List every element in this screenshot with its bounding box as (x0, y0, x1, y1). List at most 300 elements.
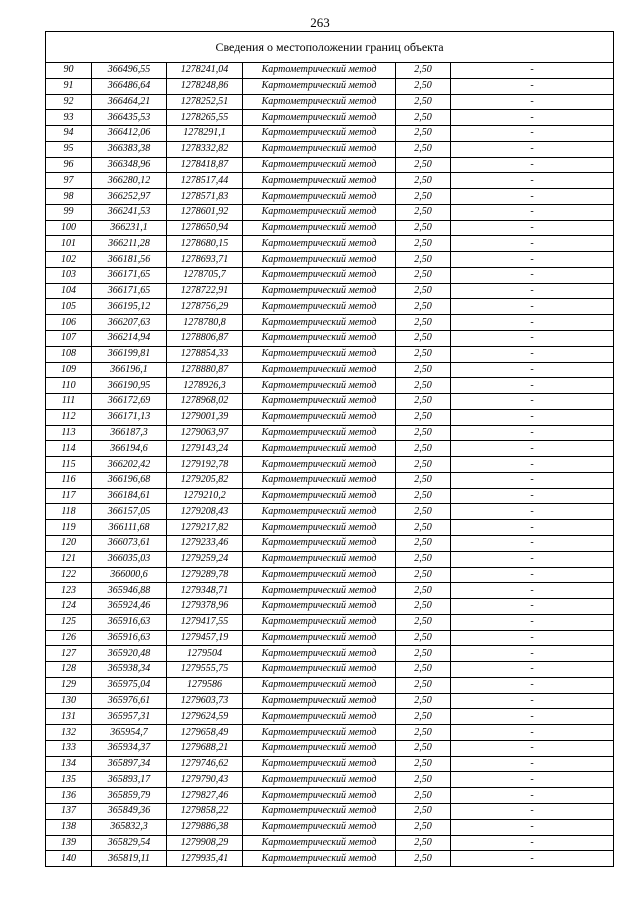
table-row (46, 756, 614, 772)
table-row (46, 551, 614, 567)
description-cell: - (451, 457, 614, 473)
point-number-cell: 103 (46, 267, 92, 283)
method-cell: Картометрический метод (243, 851, 396, 867)
x-coordinate-cell: 366252,97 (92, 189, 167, 205)
x-coordinate-cell: 366195,12 (92, 299, 167, 315)
table-row (46, 94, 614, 110)
table-row (46, 394, 614, 410)
accuracy-cell: 2,50 (396, 535, 451, 551)
method-cell: Картометрический метод (243, 189, 396, 205)
x-coordinate-cell: 366199,81 (92, 346, 167, 362)
x-coordinate-cell: 366241,53 (92, 204, 167, 220)
point-number-cell: 114 (46, 441, 92, 457)
y-coordinate-cell: 1279063,97 (167, 425, 243, 441)
accuracy-cell: 2,50 (396, 567, 451, 583)
accuracy-cell: 2,50 (396, 504, 451, 520)
accuracy-cell: 2,50 (396, 788, 451, 804)
method-cell: Картометрический метод (243, 630, 396, 646)
y-coordinate-cell: 1279688,21 (167, 740, 243, 756)
table-row (46, 299, 614, 315)
y-coordinate-cell: 1279289,78 (167, 567, 243, 583)
accuracy-cell: 2,50 (396, 803, 451, 819)
table-row (46, 851, 614, 867)
x-coordinate-cell: 366435,53 (92, 110, 167, 126)
accuracy-cell: 2,50 (396, 378, 451, 394)
point-number-cell: 90 (46, 63, 92, 79)
description-cell: - (451, 662, 614, 678)
description-cell: - (451, 504, 614, 520)
method-cell: Картометрический метод (243, 78, 396, 94)
accuracy-cell: 2,50 (396, 252, 451, 268)
table-row (46, 677, 614, 693)
y-coordinate-cell: 1278756,29 (167, 299, 243, 315)
boundary-table (45, 31, 614, 867)
description-cell: - (451, 236, 614, 252)
table-row (46, 520, 614, 536)
table-row (46, 346, 614, 362)
point-number-cell: 91 (46, 78, 92, 94)
y-coordinate-cell: 1278968,02 (167, 394, 243, 410)
page-number: 263 (310, 15, 330, 30)
table-row (46, 693, 614, 709)
x-coordinate-cell: 366184,61 (92, 488, 167, 504)
method-cell: Картометрический метод (243, 110, 396, 126)
table-row (46, 110, 614, 126)
x-coordinate-cell: 366172,69 (92, 394, 167, 410)
point-number-cell: 102 (46, 252, 92, 268)
description-cell: - (451, 346, 614, 362)
table-row (46, 819, 614, 835)
description-cell: - (451, 583, 614, 599)
point-number-cell: 92 (46, 94, 92, 110)
table-row (46, 331, 614, 347)
x-coordinate-cell: 365954,7 (92, 725, 167, 741)
description-cell: - (451, 331, 614, 347)
point-number-cell: 137 (46, 803, 92, 819)
table-row (46, 220, 614, 236)
y-coordinate-cell: 1279378,96 (167, 599, 243, 615)
y-coordinate-cell: 1278780,8 (167, 315, 243, 331)
table-row (46, 157, 614, 173)
x-coordinate-cell: 366231,1 (92, 220, 167, 236)
x-coordinate-cell: 366412,06 (92, 126, 167, 142)
accuracy-cell: 2,50 (396, 756, 451, 772)
table-row (46, 378, 614, 394)
method-cell: Картометрический метод (243, 157, 396, 173)
method-cell: Картометрический метод (243, 677, 396, 693)
accuracy-cell: 2,50 (396, 141, 451, 157)
method-cell: Картометрический метод (243, 126, 396, 142)
accuracy-cell: 2,50 (396, 551, 451, 567)
accuracy-cell: 2,50 (396, 520, 451, 536)
accuracy-cell: 2,50 (396, 693, 451, 709)
x-coordinate-cell: 366214,94 (92, 331, 167, 347)
accuracy-cell: 2,50 (396, 851, 451, 867)
method-cell: Картометрический метод (243, 331, 396, 347)
point-number-cell: 95 (46, 141, 92, 157)
accuracy-cell: 2,50 (396, 677, 451, 693)
accuracy-cell: 2,50 (396, 63, 451, 79)
y-coordinate-cell: 1279192,78 (167, 457, 243, 473)
description-cell: - (451, 189, 614, 205)
description-cell: - (451, 630, 614, 646)
accuracy-cell: 2,50 (396, 614, 451, 630)
accuracy-cell: 2,50 (396, 441, 451, 457)
description-cell: - (451, 646, 614, 662)
table-row (46, 488, 614, 504)
method-cell: Картометрический метод (243, 441, 396, 457)
description-cell: - (451, 157, 614, 173)
accuracy-cell: 2,50 (396, 299, 451, 315)
y-coordinate-cell: 1279586 (167, 677, 243, 693)
method-cell: Картометрический метод (243, 488, 396, 504)
method-cell: Картометрический метод (243, 772, 396, 788)
accuracy-cell: 2,50 (396, 472, 451, 488)
description-cell: - (451, 141, 614, 157)
accuracy-cell: 2,50 (396, 740, 451, 756)
method-cell: Картометрический метод (243, 283, 396, 299)
y-coordinate-cell: 1278650,94 (167, 220, 243, 236)
method-cell: Картометрический метод (243, 740, 396, 756)
method-cell: Картометрический метод (243, 599, 396, 615)
x-coordinate-cell: 365920,48 (92, 646, 167, 662)
y-coordinate-cell: 1278332,82 (167, 141, 243, 157)
description-cell: - (451, 78, 614, 94)
table-row (46, 173, 614, 189)
point-number-cell: 120 (46, 535, 92, 551)
table-row (46, 252, 614, 268)
table-row (46, 409, 614, 425)
method-cell: Картометрический метод (243, 141, 396, 157)
y-coordinate-cell: 1279603,73 (167, 693, 243, 709)
y-coordinate-cell: 1279208,43 (167, 504, 243, 520)
accuracy-cell: 2,50 (396, 662, 451, 678)
method-cell: Картометрический метод (243, 551, 396, 567)
y-coordinate-cell: 1279217,82 (167, 520, 243, 536)
x-coordinate-cell: 366171,65 (92, 267, 167, 283)
y-coordinate-cell: 1279858,22 (167, 803, 243, 819)
table-row (46, 457, 614, 473)
x-coordinate-cell: 365849,36 (92, 803, 167, 819)
table-row (46, 315, 614, 331)
method-cell: Картометрический метод (243, 394, 396, 410)
description-cell: - (451, 378, 614, 394)
x-coordinate-cell: 366464,21 (92, 94, 167, 110)
accuracy-cell: 2,50 (396, 78, 451, 94)
table-row (46, 141, 614, 157)
description-cell: - (451, 520, 614, 536)
x-coordinate-cell: 366348,96 (92, 157, 167, 173)
table-row (46, 740, 614, 756)
description-cell: - (451, 220, 614, 236)
point-number-cell: 99 (46, 204, 92, 220)
table-row (46, 614, 614, 630)
description-cell: - (451, 252, 614, 268)
point-number-cell: 132 (46, 725, 92, 741)
method-cell: Картометрический метод (243, 646, 396, 662)
method-cell: Картометрический метод (243, 756, 396, 772)
point-number-cell: 127 (46, 646, 92, 662)
x-coordinate-cell: 366157,05 (92, 504, 167, 520)
accuracy-cell: 2,50 (396, 425, 451, 441)
y-coordinate-cell: 1278291,1 (167, 126, 243, 142)
x-coordinate-cell: 366171,65 (92, 283, 167, 299)
x-coordinate-cell: 365975,04 (92, 677, 167, 693)
y-coordinate-cell: 1278680,15 (167, 236, 243, 252)
point-number-cell: 125 (46, 614, 92, 630)
method-cell: Картометрический метод (243, 63, 396, 79)
x-coordinate-cell: 366111,68 (92, 520, 167, 536)
y-coordinate-cell: 1278693,71 (167, 252, 243, 268)
y-coordinate-cell: 1279886,38 (167, 819, 243, 835)
point-number-cell: 119 (46, 520, 92, 536)
table-row (46, 725, 614, 741)
table-body (46, 32, 614, 867)
x-coordinate-cell: 366207,63 (92, 315, 167, 331)
description-cell: - (451, 173, 614, 189)
point-number-cell: 117 (46, 488, 92, 504)
x-coordinate-cell: 366187,3 (92, 425, 167, 441)
accuracy-cell: 2,50 (396, 488, 451, 504)
table-row (46, 267, 614, 283)
description-cell: - (451, 204, 614, 220)
x-coordinate-cell: 365819,11 (92, 851, 167, 867)
accuracy-cell: 2,50 (396, 346, 451, 362)
table-row (46, 772, 614, 788)
y-coordinate-cell: 1279935,41 (167, 851, 243, 867)
point-number-cell: 105 (46, 299, 92, 315)
table-row (46, 283, 614, 299)
accuracy-cell: 2,50 (396, 267, 451, 283)
table-row (46, 362, 614, 378)
y-coordinate-cell: 1278705,7 (167, 267, 243, 283)
point-number-cell: 123 (46, 583, 92, 599)
method-cell: Картометрический метод (243, 567, 396, 583)
x-coordinate-cell: 366073,61 (92, 535, 167, 551)
y-coordinate-cell: 1278880,87 (167, 362, 243, 378)
x-coordinate-cell: 365934,37 (92, 740, 167, 756)
x-coordinate-cell: 365916,63 (92, 614, 167, 630)
accuracy-cell: 2,50 (396, 725, 451, 741)
description-cell: - (451, 394, 614, 410)
description-cell: - (451, 740, 614, 756)
table-row (46, 504, 614, 520)
description-cell: - (451, 63, 614, 79)
accuracy-cell: 2,50 (396, 409, 451, 425)
description-cell: - (451, 315, 614, 331)
description-cell: - (451, 819, 614, 835)
x-coordinate-cell: 366486,64 (92, 78, 167, 94)
y-coordinate-cell: 1278854,33 (167, 346, 243, 362)
accuracy-cell: 2,50 (396, 110, 451, 126)
x-coordinate-cell: 366190,95 (92, 378, 167, 394)
method-cell: Картометрический метод (243, 220, 396, 236)
point-number-cell: 109 (46, 362, 92, 378)
point-number-cell: 100 (46, 220, 92, 236)
method-cell: Картометрический метод (243, 472, 396, 488)
point-number-cell: 96 (46, 157, 92, 173)
x-coordinate-cell: 365924,46 (92, 599, 167, 615)
table-row (46, 63, 614, 79)
accuracy-cell: 2,50 (396, 331, 451, 347)
accuracy-cell: 2,50 (396, 94, 451, 110)
table-row (46, 646, 614, 662)
accuracy-cell: 2,50 (396, 189, 451, 205)
method-cell: Картометрический метод (243, 520, 396, 536)
method-cell: Картометрический метод (243, 662, 396, 678)
x-coordinate-cell: 366194,6 (92, 441, 167, 457)
method-cell: Картометрический метод (243, 236, 396, 252)
table-row (46, 441, 614, 457)
y-coordinate-cell: 1279001,39 (167, 409, 243, 425)
description-cell: - (451, 551, 614, 567)
accuracy-cell: 2,50 (396, 599, 451, 615)
description-cell: - (451, 756, 614, 772)
point-number-cell: 138 (46, 819, 92, 835)
method-cell: Картометрический метод (243, 425, 396, 441)
accuracy-cell: 2,50 (396, 457, 451, 473)
x-coordinate-cell: 365938,34 (92, 662, 167, 678)
y-coordinate-cell: 1278571,83 (167, 189, 243, 205)
point-number-cell: 111 (46, 394, 92, 410)
x-coordinate-cell: 366202,42 (92, 457, 167, 473)
method-cell: Картометрический метод (243, 267, 396, 283)
description-cell: - (451, 472, 614, 488)
accuracy-cell: 2,50 (396, 630, 451, 646)
accuracy-cell: 2,50 (396, 835, 451, 851)
method-cell: Картометрический метод (243, 835, 396, 851)
accuracy-cell: 2,50 (396, 204, 451, 220)
x-coordinate-cell: 365893,17 (92, 772, 167, 788)
x-coordinate-cell: 366181,56 (92, 252, 167, 268)
point-number-cell: 129 (46, 677, 92, 693)
y-coordinate-cell: 1279790,43 (167, 772, 243, 788)
method-cell: Картометрический метод (243, 819, 396, 835)
y-coordinate-cell: 1278601,92 (167, 204, 243, 220)
x-coordinate-cell: 366196,68 (92, 472, 167, 488)
description-cell: - (451, 267, 614, 283)
accuracy-cell: 2,50 (396, 315, 451, 331)
method-cell: Картометрический метод (243, 409, 396, 425)
y-coordinate-cell: 1279259,24 (167, 551, 243, 567)
point-number-cell: 110 (46, 378, 92, 394)
point-number-cell: 139 (46, 835, 92, 851)
accuracy-cell: 2,50 (396, 236, 451, 252)
description-cell: - (451, 567, 614, 583)
description-cell: - (451, 110, 614, 126)
accuracy-cell: 2,50 (396, 772, 451, 788)
table-row (46, 425, 614, 441)
table-row (46, 583, 614, 599)
point-number-cell: 136 (46, 788, 92, 804)
x-coordinate-cell: 366035,03 (92, 551, 167, 567)
table-row (46, 788, 614, 804)
y-coordinate-cell: 1279624,59 (167, 709, 243, 725)
description-cell: - (451, 803, 614, 819)
table-title-row (46, 32, 614, 63)
y-coordinate-cell: 1278252,51 (167, 94, 243, 110)
point-number-cell: 118 (46, 504, 92, 520)
table-row (46, 630, 614, 646)
x-coordinate-cell: 365976,61 (92, 693, 167, 709)
description-cell: - (451, 362, 614, 378)
description-cell: - (451, 299, 614, 315)
table-row (46, 535, 614, 551)
method-cell: Картометрический метод (243, 346, 396, 362)
point-number-cell: 133 (46, 740, 92, 756)
x-coordinate-cell: 365832,3 (92, 819, 167, 835)
table-title: Сведения о местоположении границ объекта (46, 32, 614, 63)
method-cell: Картометрический метод (243, 693, 396, 709)
y-coordinate-cell: 1279417,55 (167, 614, 243, 630)
x-coordinate-cell: 365946,88 (92, 583, 167, 599)
accuracy-cell: 2,50 (396, 220, 451, 236)
accuracy-cell: 2,50 (396, 173, 451, 189)
x-coordinate-cell: 365829,54 (92, 835, 167, 851)
y-coordinate-cell: 1279504 (167, 646, 243, 662)
accuracy-cell: 2,50 (396, 283, 451, 299)
y-coordinate-cell: 1279555,75 (167, 662, 243, 678)
description-cell: - (451, 488, 614, 504)
point-number-cell: 122 (46, 567, 92, 583)
description-cell: - (451, 835, 614, 851)
description-cell: - (451, 851, 614, 867)
method-cell: Картометрический метод (243, 614, 396, 630)
x-coordinate-cell: 365957,31 (92, 709, 167, 725)
y-coordinate-cell: 1278265,55 (167, 110, 243, 126)
y-coordinate-cell: 1279205,82 (167, 472, 243, 488)
y-coordinate-cell: 1278926,3 (167, 378, 243, 394)
point-number-cell: 135 (46, 772, 92, 788)
method-cell: Картометрический метод (243, 709, 396, 725)
accuracy-cell: 2,50 (396, 362, 451, 378)
x-coordinate-cell: 365859,79 (92, 788, 167, 804)
point-number-cell: 124 (46, 599, 92, 615)
accuracy-cell: 2,50 (396, 126, 451, 142)
point-number-cell: 130 (46, 693, 92, 709)
accuracy-cell: 2,50 (396, 709, 451, 725)
description-cell: - (451, 599, 614, 615)
y-coordinate-cell: 1279457,19 (167, 630, 243, 646)
y-coordinate-cell: 1279908,29 (167, 835, 243, 851)
accuracy-cell: 2,50 (396, 583, 451, 599)
point-number-cell: 116 (46, 472, 92, 488)
y-coordinate-cell: 1278806,87 (167, 331, 243, 347)
method-cell: Картометрический метод (243, 378, 396, 394)
point-number-cell: 101 (46, 236, 92, 252)
table-row (46, 835, 614, 851)
method-cell: Картометрический метод (243, 362, 396, 378)
method-cell: Картометрический метод (243, 457, 396, 473)
description-cell: - (451, 535, 614, 551)
description-cell: - (451, 772, 614, 788)
description-cell: - (451, 441, 614, 457)
x-coordinate-cell: 366171,13 (92, 409, 167, 425)
description-cell: - (451, 283, 614, 299)
description-cell: - (451, 94, 614, 110)
description-cell: - (451, 677, 614, 693)
table-row (46, 236, 614, 252)
description-cell: - (451, 725, 614, 741)
point-number-cell: 113 (46, 425, 92, 441)
description-cell: - (451, 693, 614, 709)
point-number-cell: 104 (46, 283, 92, 299)
description-cell: - (451, 126, 614, 142)
x-coordinate-cell: 366000,6 (92, 567, 167, 583)
method-cell: Картометрический метод (243, 803, 396, 819)
y-coordinate-cell: 1279658,49 (167, 725, 243, 741)
description-cell: - (451, 614, 614, 630)
